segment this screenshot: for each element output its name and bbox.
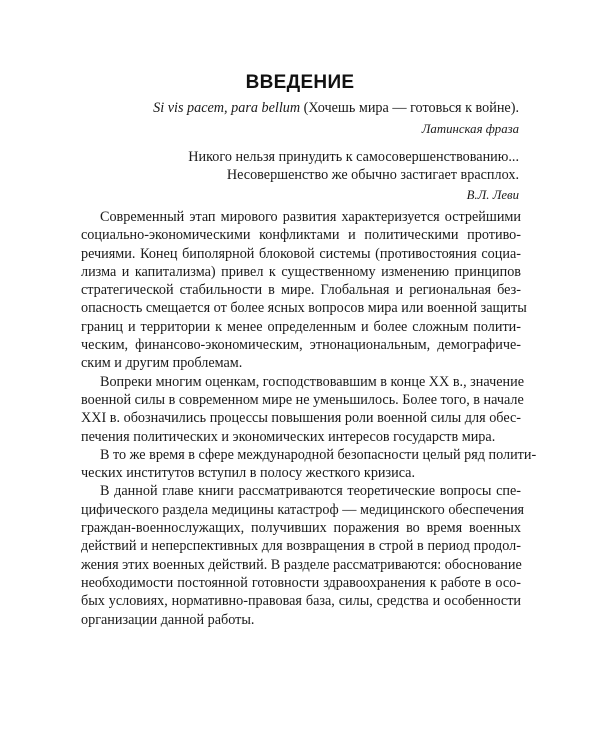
paragraph-line: организации данной работы.: [81, 611, 255, 628]
chapter-heading: ВВЕДЕНИЕ: [245, 72, 355, 93]
epigraph-1-source: Латинская фраза: [421, 122, 519, 136]
epigraph-2-line-1: Никого нельзя принудить к самосовершенствованию...: [188, 149, 519, 165]
paragraph: [81, 208, 527, 373]
epigraph-2-line-2: Несовершенство же обычно застигает врасплох.: [226, 167, 519, 183]
body-text: [81, 208, 537, 629]
paragraph-line: Современный этап мирового развития характеризуется острейшими: [100, 209, 521, 225]
paragraph-line: военной силы в современном мире не уменьшилось. Более того, в начале: [81, 391, 524, 408]
paragraph: [81, 446, 537, 483]
paragraph-line: социально-экономическими конфликтами и политическими противо-: [81, 227, 521, 244]
paragraph-line: лизма и капитализма) привел к существенному изменению принципов: [81, 263, 521, 280]
paragraph-line: ческим, финансово-экономическим, этнонациональным, демографиче-: [81, 337, 521, 354]
paragraph-line: печения политических и экономических интересов государств мира.: [81, 428, 496, 445]
epigraph-1-translation: (Хочешь мира — готовься к войне).: [300, 100, 519, 116]
paragraph-line: ческих институтов вступил в полосу жесткого кризиса.: [81, 465, 416, 482]
paragraph-line: В данной главе книги рассматриваются теоретические вопросы спе-: [100, 483, 521, 500]
epigraph-2-source: В.Л. Леви: [466, 188, 519, 202]
paragraph-line: стратегической стабильности в мире. Глобальная и региональная без-: [81, 282, 521, 299]
paragraph-line: речиями. Конец биполярной блоковой системы (противостояния социа-: [81, 245, 521, 262]
paragraph-line: Вопреки многим оценкам, господствовавшим в конце XX в., значение: [100, 373, 525, 390]
paragraph-line: действий и неперспективных для возвращения в строй в период продол-: [81, 538, 521, 555]
paragraph-line: необходимости постоянной готовности здравоохранения к работе в осо-: [81, 574, 521, 591]
paragraph-line: цифического раздела медицины катастроф — медицинского обеспечения: [81, 501, 525, 518]
epigraph-1-quote: [153, 99, 519, 117]
epigraph-1-latin: Si vis pacem, para bellum: [153, 100, 301, 116]
paragraph-line: В то же время в сфере международной безопасности целый ряд полити-: [100, 446, 537, 463]
paragraph-line: граждан-военнослужащих, получивших поражения во время военных: [81, 520, 521, 537]
paragraph-line: бых условиях, нормативно-правовая база, силы, средства и особенности: [81, 593, 521, 610]
paragraph-line: границ и территории к менее определенным и более сложным полити-: [81, 318, 521, 335]
paragraph-line: жения этих военных действий. В разделе рассматриваются: обоснование: [81, 556, 522, 573]
paragraph-line: ским и другим проблемам.: [81, 355, 243, 372]
paragraph-line: XXI в. обозначились процессы повышения роли военной силы для обес-: [81, 410, 521, 427]
paragraph: [81, 482, 525, 628]
paragraph: [81, 373, 525, 446]
paragraph-line: опасность смещается от более ясных вопросов мира или военной защиты: [81, 300, 527, 317]
